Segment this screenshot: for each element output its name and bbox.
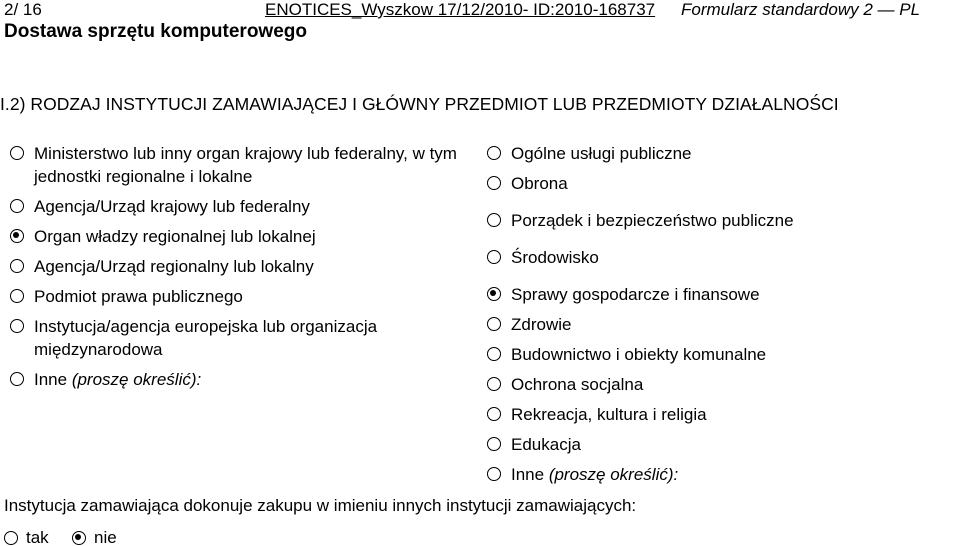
option-label: Zdrowie [511, 315, 572, 334]
option-label: Rekreacja, kultura i religia [511, 405, 707, 424]
notice-id: ENOTICES_Wyszkow 17/12/2010- ID:2010-168737 [265, 0, 656, 19]
section-title: I.2) RODZAJ INSTYTUCJI ZAMAWIAJĄCEJ I GŁÓWNY PRZEDMIOT LUB PRZEDMIOTY DZIAŁALNOŚCI [0, 94, 839, 114]
radio-button[interactable] [10, 319, 24, 333]
purchase-on-behalf-option-no[interactable] [72, 528, 117, 546]
form-name: Formularz standardowy 2 — PL [681, 0, 921, 19]
activity-option-other[interactable] [487, 463, 957, 486]
option-label: Agencja/Urząd regionalny lub lokalny [34, 257, 314, 276]
radio-button[interactable] [487, 467, 501, 481]
document-title: Dostawa sprzętu komputerowego [4, 21, 307, 42]
radio-button[interactable] [4, 531, 18, 545]
option-label: Inne (proszę określić): [511, 465, 679, 484]
activity-list [487, 142, 957, 493]
radio-button[interactable] [487, 437, 501, 451]
option-label: Ochrona socjalna [511, 375, 644, 394]
radio-button[interactable] [10, 229, 24, 243]
activity-option-health[interactable] [487, 313, 957, 336]
authority-option-regional-agency[interactable] [10, 255, 470, 278]
option-label: tak [26, 528, 49, 546]
authority-option-european-institution[interactable] [10, 315, 470, 361]
radio-button[interactable] [487, 347, 501, 361]
option-label: Budownictwo i obiekty komunalne [511, 345, 767, 364]
radio-button[interactable] [487, 407, 501, 421]
option-label: Ministerstwo lub inny organ krajowy lub federalny, w tym jednostki regionalne i lokalne [34, 144, 457, 186]
activity-option-defence[interactable] [487, 172, 957, 195]
option-label: Agencja/Urząd krajowy lub federalny [34, 197, 310, 216]
option-label: Obrona [511, 174, 568, 193]
option-label: Organ władzy regionalnej lub lokalnej [34, 227, 316, 246]
option-label: Porządek i bezpieczeństwo publiczne [511, 211, 794, 230]
radio-button[interactable] [487, 213, 501, 227]
radio-button[interactable] [487, 176, 501, 190]
activity-option-recreation[interactable] [487, 403, 957, 426]
radio-button[interactable] [487, 287, 501, 301]
radio-button[interactable] [10, 372, 24, 386]
radio-button[interactable] [10, 199, 24, 213]
option-label: Sprawy gospodarcze i finansowe [511, 285, 760, 304]
activity-option-education[interactable] [487, 433, 957, 456]
activity-option-social-protection[interactable] [487, 373, 957, 396]
authority-option-other[interactable] [10, 368, 470, 391]
option-label: Inne (proszę określić): [34, 370, 202, 389]
radio-button[interactable] [487, 317, 501, 331]
activity-option-general-public-services[interactable] [487, 142, 957, 165]
page-number: 2/ 16 [4, 0, 42, 19]
authority-option-national-agency[interactable] [10, 195, 470, 218]
radio-button[interactable] [487, 377, 501, 391]
radio-button[interactable] [10, 259, 24, 273]
activity-option-economic-affairs[interactable] [487, 283, 957, 306]
radio-button[interactable] [10, 146, 24, 160]
authority-option-public-law-body[interactable] [10, 285, 470, 308]
activity-option-environment[interactable] [487, 246, 957, 269]
authority-option-ministry[interactable] [10, 142, 470, 188]
radio-button[interactable] [10, 289, 24, 303]
option-label: Środowisko [511, 248, 599, 267]
activity-option-public-order[interactable] [487, 209, 957, 232]
radio-button[interactable] [487, 146, 501, 160]
option-label: Instytucja/agencja europejska lub organizacja międzynarodowa [34, 317, 378, 359]
option-label: nie [94, 528, 117, 546]
activity-option-housing[interactable] [487, 343, 957, 366]
option-label: Podmiot prawa publicznego [34, 287, 243, 306]
authority-type-list [10, 142, 470, 398]
option-label: Edukacja [511, 435, 581, 454]
purchase-on-behalf-option-yes[interactable] [4, 528, 49, 546]
option-label: Ogólne usługi publiczne [511, 144, 692, 163]
purchase-on-behalf-question: Instytucja zamawiająca dokonuje zakupu w imieniu innych instytucji zamawiających: [4, 496, 637, 515]
radio-button[interactable] [72, 531, 86, 545]
radio-button[interactable] [487, 250, 501, 264]
authority-option-regional-authority[interactable] [10, 225, 470, 248]
